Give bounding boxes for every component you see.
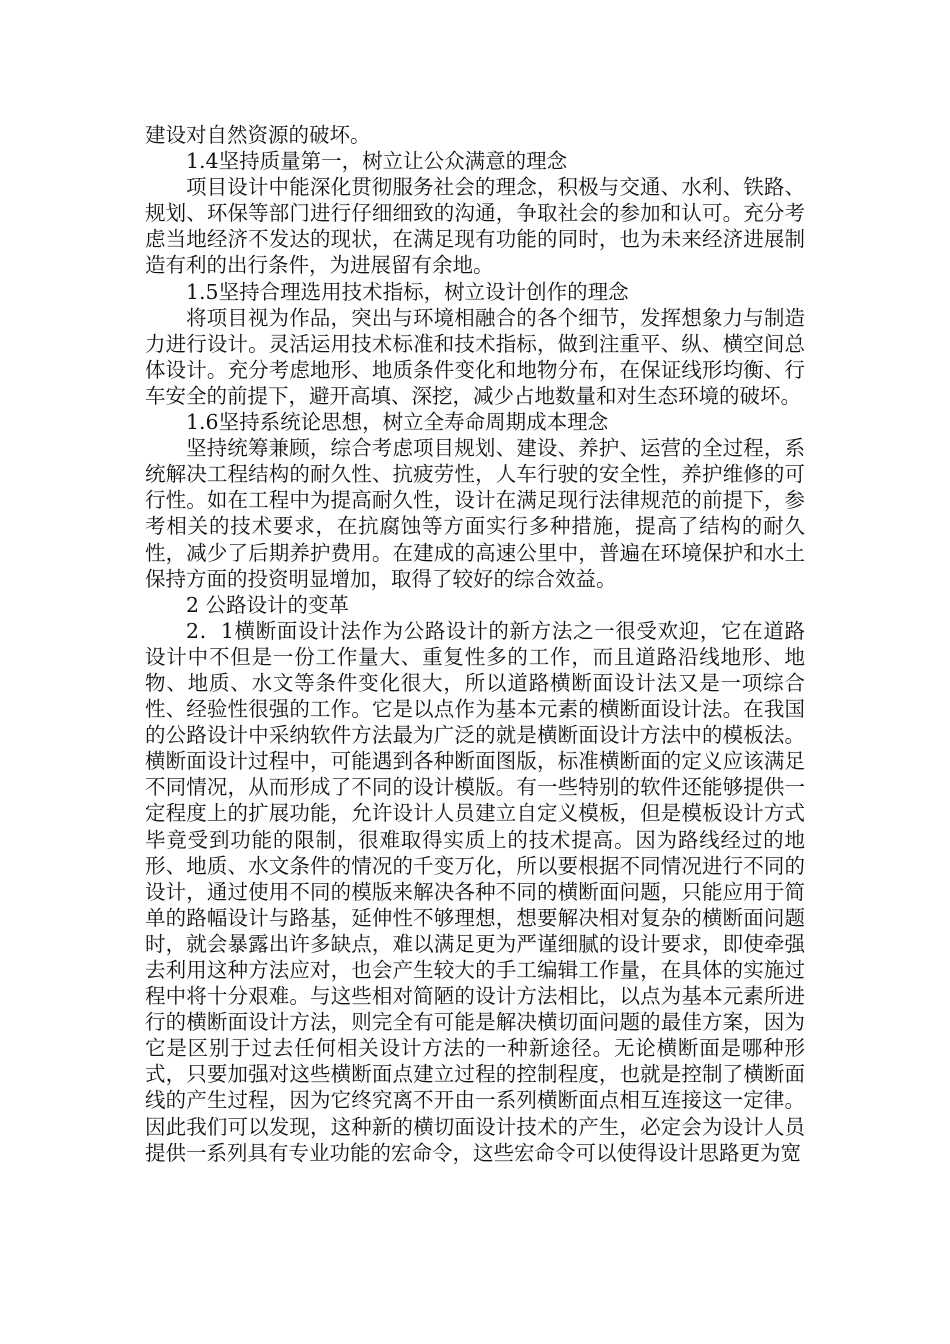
section-heading-1-5: 1.5坚持合理选用技术指标，树立设计创作的理念 bbox=[186, 279, 629, 304]
paragraph-continuation: 建设对自然资源的破坏。 bbox=[145, 123, 371, 147]
paragraph-2-1-body: 2．1横断面设计法作为公路设计的新方法之一很受欢迎，它在道路设计中不但是一份工作量大、重复性多的工作，而且道路沿线地形、地物、地质、水文等条件变化很大，所以道路横断面设计法又是一项综合性、经验性很强的工作。它是以点作为基本元素的横断面设计法。在我国的公路设计中采纳软件方法最为广泛的就是横断面设计方法中的模板法。横断面设计过程中，可能遇到各种断面图版，标准横断面的定义应该满足不同情况，从而形成了不同的设计模版。有一些特别的软件还能够提供一定程度上的扩展功能，允许设计人员建立自定义模板，但是模板设计方式毕竟受到功能的限制，很难取得实质上的技术提高。因为路线经过的地形、地质、水文条件的情况的千变万化，所以要根据不同情况进行不同的设计，通过使用不同的模版来解决各种不同的横断面问题，只能应用于简单的路幅设计与路基，延伸性不够理想，想要解决相对复杂的横断面问题时，就会暴露出许多缺点，难以满足更为严谨细腻的设计要求，即使牵强去利用这种方法应对，也会产生较大的手工编辑工作量，在具体的实施过程中将十分艰难。与这些相对简陋的设计方法相比，以点为基本元素所进行的横断面设计方法，则完全有可能是解决横切面问题的最佳方案，因为它是区别于过去任何相关设计方法的一种新途径。无论横断面是哪种形式，只要加强对这些横断面点建立过程的控制程度，也就是控制了横断面线的产生过程，因为它终究离不开由一系列横断面点相互连接这一定律。因此我们可以发现，这种新的横切面设计技术的产生，必定会为设计人员提供一系列具有专业功能的宏命令，这些宏命令可以使得设计思路更为宽 bbox=[145, 618, 805, 1165]
section-heading-2: 2 公路设计的变革 bbox=[186, 592, 350, 617]
section-heading-1-4: 1.4坚持质量第一，树立让公众满意的理念 bbox=[186, 149, 568, 174]
paragraph-1-6-body: 坚持统筹兼顾，综合考虑项目规划、建设、养护、运营的全过程，系统解决工程结构的耐久性、抗疲劳性，人车行驶的安全性，养护维修的可行性。如在工程中为提高耐久性，设计在满足现行法律规范的前提下，参考相关的技术要求，在抗腐蚀等方面实行多种措施，提高了结构的耐久性，减少了后期养护费用。在建成的高速公里中，普遍在环境保护和水土保持方面的投资明显增加，取得了较好的综合效益。 bbox=[145, 436, 805, 591]
paragraph-1-5-body: 将项目视为作品，突出与环境相融合的各个细节，发挥想象力与制造力进行设计。灵活运用技术标准和技术指标，做到注重平、纵、横空间总体设计。充分考虑地形、地质条件变化和地物分布，在保证线形均衡、行车安全的前提下，避开高填、深挖，减少占地数量和对生态环境的破坏。 bbox=[145, 305, 805, 408]
document-page bbox=[145, 122, 805, 1166]
paragraph-1-4-body: 项目设计中能深化贯彻服务社会的理念，积极与交通、水利、铁路、规划、环保等部门进行仔细细致的沟通，争取社会的参加和认可。充分考虑当地经济不发达的现状，在满足现有功能的同时，也为未来经济进展制造有利的出行条件，为进展留有余地。 bbox=[145, 175, 805, 278]
section-heading-1-6: 1.6坚持系统论思想，树立全寿命周期成本理念 bbox=[186, 410, 609, 435]
